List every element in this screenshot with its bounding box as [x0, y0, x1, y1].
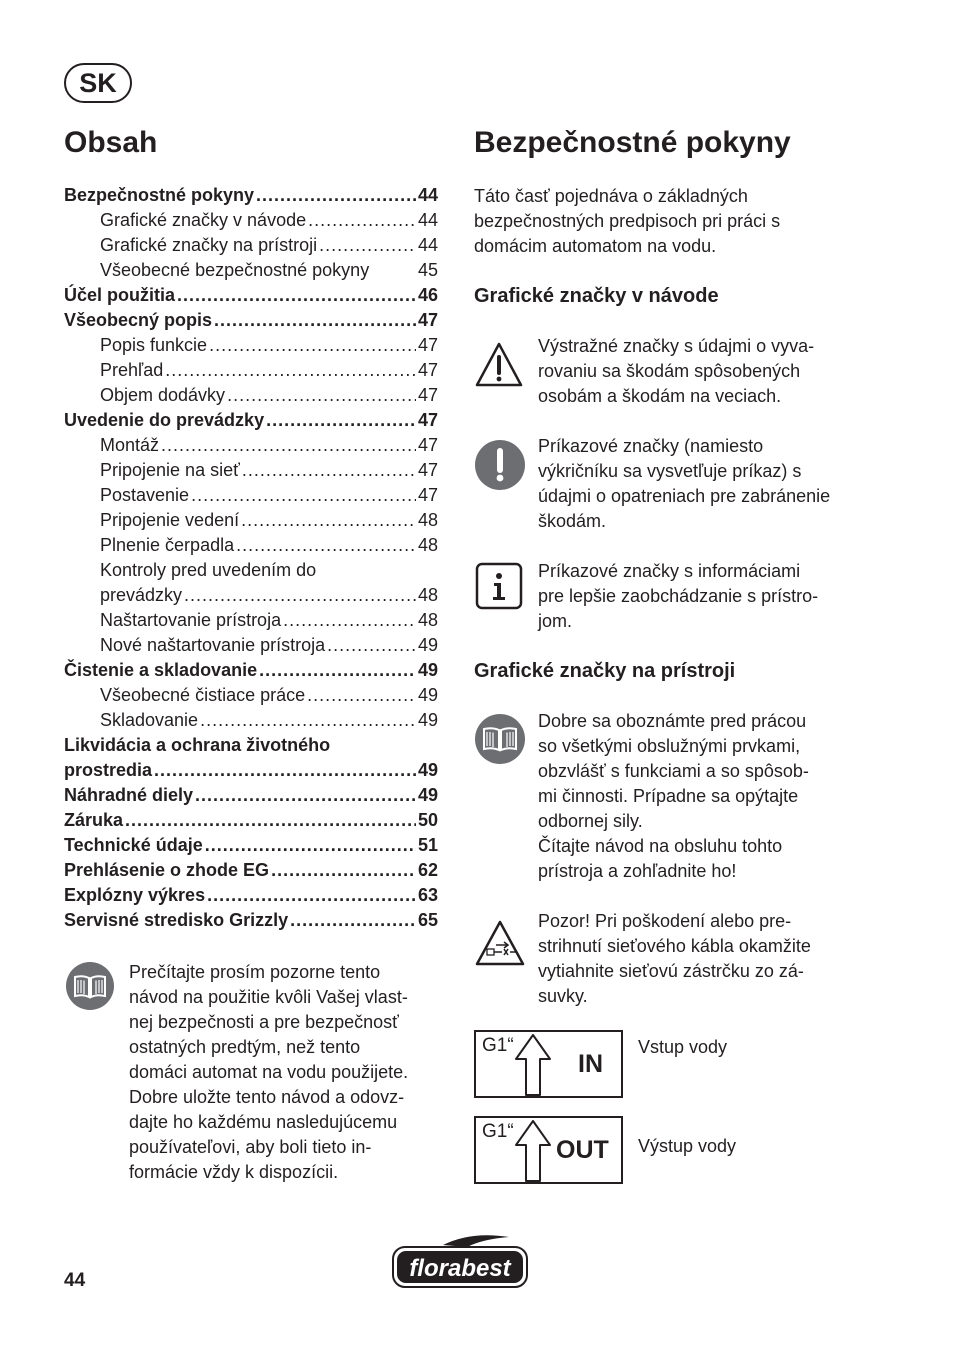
toc-entry [64, 808, 438, 833]
toc-entry [64, 283, 438, 308]
toc-leader-dots [242, 458, 416, 483]
toc-entry [64, 558, 438, 583]
toc-entry-page: 62 [417, 860, 438, 880]
intro-line: bezpečnostných predpisoch pri práci s [474, 211, 781, 231]
toc-title: Obsah [64, 126, 158, 159]
toc-entry-page: 44 [417, 210, 438, 230]
toc-leader-dots [319, 233, 416, 258]
info-symbol-text [538, 559, 878, 634]
command-line: škodám. [538, 511, 607, 531]
read-notice-line: Prečítajte prosím pozorne tento [129, 962, 381, 982]
toc-entry-label: Technické údaje [64, 835, 203, 855]
toc-entry [64, 208, 438, 233]
toc-entry-page: 63 [417, 885, 438, 905]
toc-entry [64, 583, 438, 608]
command-symbol-text [538, 434, 878, 534]
language-badge: SK [64, 63, 132, 103]
toc-entry-page: 48 [417, 535, 438, 555]
intro-line: domácim automatom na vodu. [474, 236, 717, 256]
toc-entry-label: Pripojenie vedení [100, 510, 240, 530]
toc-entry-label: Grafické značky na prístroji [100, 235, 318, 255]
toc-leader-dots [125, 808, 416, 833]
toc-entry-label: Montáž [100, 435, 160, 455]
toc-entry-label: Kontroly pred uvedením do [100, 560, 317, 580]
toc-entry-label: Pripojenie na sieť [100, 460, 240, 480]
inlet-label: IN [578, 1050, 603, 1078]
toc-entry-label: Popis funkcie [100, 335, 208, 355]
toc-entry-label: Všeobecné čistiace práce [100, 685, 306, 705]
toc-entry-page: 47 [417, 485, 438, 505]
toc-entry [64, 683, 438, 708]
florabest-logo [391, 1233, 529, 1289]
info-line: Príkazové značky s informáciami [538, 561, 801, 581]
toc-leader-dots [307, 683, 416, 708]
toc-entry [64, 458, 438, 483]
toc-entry-page: 47 [417, 410, 438, 430]
command-exclamation-icon [475, 440, 525, 490]
read-notice-line: nej bezpečnosti a pre bezpečnosť [129, 1012, 399, 1032]
logo-text: florabest [409, 1255, 511, 1282]
toc-entry [64, 658, 438, 683]
toc-entry-label: Uvedenie do prevádzky [64, 410, 265, 430]
table-of-contents [64, 183, 438, 933]
toc-entry-page: 44 [417, 185, 438, 205]
toc-entry-page: 46 [417, 285, 438, 305]
toc-leader-dots [184, 583, 416, 608]
toc-leader-dots [200, 708, 416, 733]
toc-entry-page: 47 [417, 335, 438, 355]
toc-entry-page: 49 [417, 685, 438, 705]
toc-entry-label: Likvidácia a ochrana životného [64, 735, 331, 755]
toc-entry-page: 47 [417, 460, 438, 480]
read-notice-line: používateľovi, aby boli tieto in- [129, 1137, 372, 1157]
toc-entry-page: 49 [417, 635, 438, 655]
warning-line: rovaniu sa škodám spôsobených [538, 361, 801, 381]
read-notice-line: formácie vždy k dispozícii. [129, 1162, 339, 1182]
toc-entry-page: 44 [417, 235, 438, 255]
toc-entry [64, 358, 438, 383]
outlet-description: Výstup vody [638, 1136, 737, 1156]
toc-entry-label: Nové naštartovanie prístroja [100, 635, 326, 655]
toc-entry [64, 308, 438, 333]
manual-symbols-heading: Grafické značky v návode [474, 285, 719, 307]
cable-warning-text [538, 909, 878, 1009]
toc-entry [64, 758, 438, 783]
toc-entry-label: Všeobecný popis [64, 310, 213, 330]
read-notice-line: domáci automat na vodu použijete. [129, 1062, 409, 1082]
command-line: Príkazové značky (namiesto [538, 436, 764, 456]
intro-line: Táto časť pojednáva o základných [474, 186, 748, 206]
read-manual-icon [475, 714, 525, 764]
warning-triangle-icon [474, 340, 524, 390]
toc-entry-page: 65 [417, 910, 438, 930]
read-notice-line: návod na použitie kvôli Vašej vlast- [129, 987, 408, 1007]
toc-leader-dots [214, 308, 416, 333]
warning-line: Výstražné značky s údajmi o vyva- [538, 336, 815, 356]
cable-line: vytiahnite sieťovú zástrčku zo zá- [538, 961, 804, 981]
info-icon [475, 562, 523, 610]
toc-entry-label: Bezpečnostné pokyny [64, 185, 255, 205]
toc-entry-label: Servisné stredisko Grizzly [64, 910, 289, 930]
toc-leader-dots [266, 408, 416, 433]
warning-symbol-text [538, 334, 878, 409]
toc-entry-label: Prehľad [100, 360, 164, 380]
page-number: 44 [64, 1270, 86, 1291]
book-line: mi činnosti. Prípadne sa opýtajte [538, 786, 799, 806]
book-line: obzvlášť s funkciami a so spôsob- [538, 761, 809, 781]
toc-entry-page: 49 [417, 785, 438, 805]
toc-entry-page: 51 [417, 835, 438, 855]
safety-title: Bezpečnostné pokyny [474, 126, 791, 159]
toc-entry-page: 48 [417, 610, 438, 630]
toc-entry-label: Náhradné diely [64, 785, 194, 805]
book-line: so všetkými obslužnými prvkami, [538, 736, 801, 756]
water-inlet-symbol [474, 1030, 623, 1098]
book-line: prístroja a zohľadnite ho! [538, 861, 737, 881]
toc-entry [64, 233, 438, 258]
toc-entry-page: 47 [417, 385, 438, 405]
info-line: jom. [538, 611, 573, 631]
outlet-thread-label: G1“ [482, 1121, 514, 1142]
toc-leader-dots [195, 783, 416, 808]
toc-entry-label: Všeobecné bezpečnostné pokyny [100, 260, 370, 280]
toc-entry-label: Skladovanie [100, 710, 199, 730]
toc-entry-label: Grafické značky v návode [100, 210, 307, 230]
book-line: Čítajte návod na obsluhu tohto [538, 836, 783, 856]
toc-entry [64, 533, 438, 558]
toc-entry [64, 433, 438, 458]
toc-entry-page: 45 [417, 260, 438, 280]
toc-entry [64, 608, 438, 633]
toc-leader-dots [308, 208, 416, 233]
toc-leader-dots [177, 283, 416, 308]
toc-leader-dots [161, 433, 416, 458]
toc-entry-label: Čistenie a skladovanie [64, 660, 258, 680]
inlet-thread-label: G1“ [482, 1035, 514, 1056]
toc-leader-dots [259, 658, 416, 683]
cable-line: Pozor! Pri poškodení alebo pre- [538, 911, 792, 931]
toc-leader-dots [209, 333, 416, 358]
cable-warning-icon [474, 918, 526, 968]
toc-entry [64, 483, 438, 508]
toc-entry-label: Explózny výkres [64, 885, 206, 905]
outlet-label: OUT [556, 1136, 609, 1164]
water-outlet-symbol [474, 1116, 623, 1184]
toc-leader-dots [236, 533, 416, 558]
toc-entry-label: Objem dodávky [100, 385, 226, 405]
toc-entry-page: 49 [417, 760, 438, 780]
toc-entry-label: Prehlásenie o zhode EG [64, 860, 270, 880]
read-manual-text [538, 709, 878, 884]
toc-entry [64, 883, 438, 908]
toc-entry-label: Plnenie čerpadla [100, 535, 235, 555]
read-notice-text [129, 960, 459, 1185]
toc-entry-page: 48 [417, 585, 438, 605]
toc-entry-page: 48 [417, 510, 438, 530]
toc-leader-dots [191, 483, 416, 508]
book-line: Dobre sa oboznámte pred prácou [538, 711, 807, 731]
cable-line: suvky. [538, 986, 588, 1006]
toc-entry-page: 47 [417, 360, 438, 380]
toc-entry-label: Záruka [64, 810, 124, 830]
toc-entry-label: prevádzky [100, 585, 183, 605]
toc-leader-dots [165, 358, 416, 383]
toc-leader-dots [256, 183, 416, 208]
toc-entry [64, 708, 438, 733]
toc-entry [64, 408, 438, 433]
toc-entry [64, 783, 438, 808]
toc-entry [64, 733, 438, 758]
toc-entry [64, 508, 438, 533]
toc-leader-dots [205, 833, 416, 858]
book-icon [66, 962, 114, 1010]
toc-leader-dots [207, 883, 416, 908]
device-symbols-heading: Grafické značky na prístroji [474, 660, 736, 682]
cable-line: strihnutí sieťového kábla okamžite [538, 936, 811, 956]
command-line: údajmi o opatreniach pre zabránenie [538, 486, 831, 506]
toc-entry-page: 49 [417, 660, 438, 680]
toc-entry-page: 47 [417, 435, 438, 455]
read-notice-line: dajte ho každému nasledujúcemu [129, 1112, 398, 1132]
toc-entry-label: Účel použitia [64, 285, 176, 305]
toc-entry [64, 333, 438, 358]
book-line: odbornej sily. [538, 811, 643, 831]
toc-entry [64, 858, 438, 883]
toc-leader-dots [154, 758, 416, 783]
toc-leader-dots [327, 633, 416, 658]
toc-entry-label: prostredia [64, 760, 153, 780]
toc-entry [64, 633, 438, 658]
read-notice-line: Dobre uložte tento návod a odovz- [129, 1087, 405, 1107]
info-line: pre lepšie zaobchádzanie s prístro- [538, 586, 819, 606]
toc-entry-label: Postavenie [100, 485, 190, 505]
toc-entry [64, 833, 438, 858]
toc-leader-dots [283, 608, 416, 633]
toc-entry [64, 183, 438, 208]
command-line: výkričníku sa vysvetľuje príkaz) s [538, 461, 802, 481]
toc-entry-page: 47 [417, 310, 438, 330]
toc-entry-page: 50 [417, 810, 438, 830]
toc-entry [64, 258, 438, 283]
read-notice-line: ostatných predtým, než tento [129, 1037, 361, 1057]
toc-entry-label: Naštartovanie prístroja [100, 610, 282, 630]
toc-entry [64, 383, 438, 408]
toc-leader-dots [271, 858, 416, 883]
inlet-description: Vstup vody [638, 1037, 728, 1057]
toc-entry [64, 908, 438, 933]
toc-leader-dots [290, 908, 416, 933]
toc-entry-page: 49 [417, 710, 438, 730]
toc-leader-dots [227, 383, 416, 408]
safety-intro-text [474, 184, 874, 259]
warning-line: osobám a škodám na veciach. [538, 386, 782, 406]
toc-leader-dots [241, 508, 416, 533]
